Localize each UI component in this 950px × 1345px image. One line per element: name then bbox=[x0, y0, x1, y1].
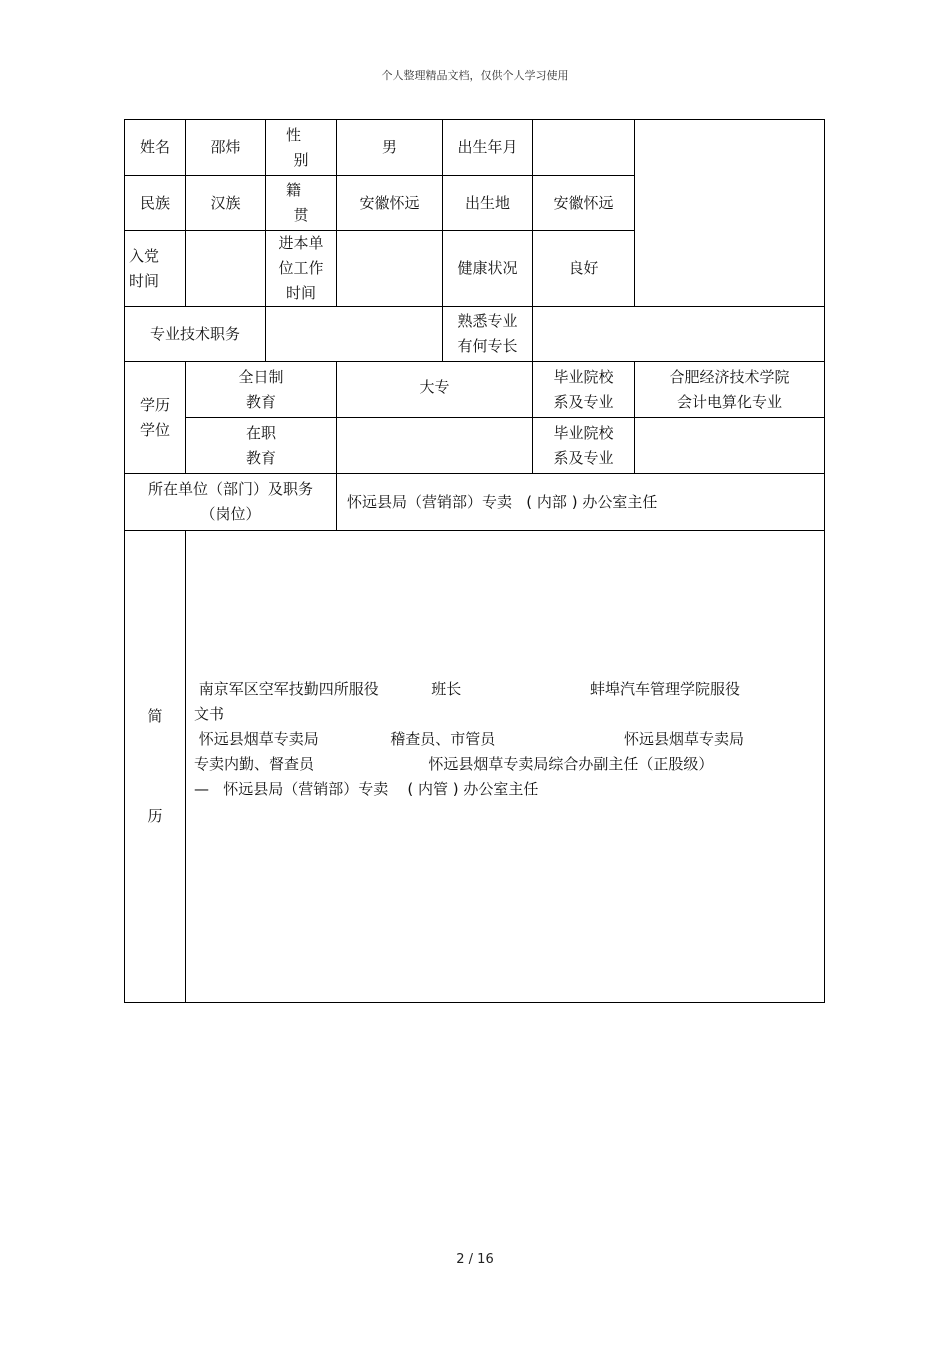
school1-label bbox=[533, 362, 635, 418]
name-value: 邵炜 bbox=[186, 120, 266, 176]
resume-line: 文书 bbox=[194, 705, 225, 723]
resume-body bbox=[186, 531, 825, 1003]
birthplace-value: 安徽怀远 bbox=[533, 176, 635, 231]
health-label: 健康状况 bbox=[443, 231, 533, 307]
native-value: 安徽怀远 bbox=[337, 176, 443, 231]
fulltime-label bbox=[186, 362, 337, 418]
party-label-line1: 入党 bbox=[129, 246, 160, 265]
personnel-form-table bbox=[124, 119, 825, 1003]
resume-line: 怀远县烟草专卖局 稽查员、市管员 怀远县烟草专卖局 bbox=[194, 730, 745, 748]
gender-label bbox=[266, 120, 337, 176]
expertise-label bbox=[443, 307, 533, 362]
unit-value: 怀远县局（营销部）专卖 ( 内部 ) 办公室主任 bbox=[337, 474, 825, 531]
gender-label-text: 性 别 bbox=[285, 125, 324, 169]
ethnicity-value: 汉族 bbox=[186, 176, 266, 231]
party-label bbox=[125, 231, 186, 307]
resume-line: 专卖内勤、督查员 怀远县烟草专卖局综合办副主任（正股级） bbox=[194, 755, 714, 773]
native-label bbox=[266, 176, 337, 231]
edu-label bbox=[125, 362, 186, 474]
birth-value bbox=[533, 120, 635, 176]
resume-label-char2: 历 bbox=[147, 807, 163, 825]
page-header: 个人整理精品文档，仅供个人学习使用 bbox=[381, 69, 569, 82]
work-label-line2: 位工作 bbox=[278, 259, 324, 277]
page-number: 2 / 16 bbox=[456, 1252, 494, 1267]
school2-label-line2: 系及专业 bbox=[553, 448, 614, 467]
work-value bbox=[337, 231, 443, 307]
ethnicity-label: 民族 bbox=[125, 176, 186, 231]
school1-value-line2: 会计电算化专业 bbox=[676, 392, 782, 411]
school1-label-line1: 毕业院校 bbox=[553, 367, 614, 386]
unit-label bbox=[125, 474, 337, 531]
resume-label bbox=[125, 531, 186, 1003]
birthplace-label: 出生地 bbox=[443, 176, 533, 231]
health-value: 良好 bbox=[533, 231, 635, 307]
fulltime-label-line2: 教育 bbox=[245, 392, 276, 411]
native-label-text: 籍 贯 bbox=[285, 181, 324, 224]
fulltime-value: 大专 bbox=[337, 362, 533, 418]
expertise-value bbox=[533, 307, 825, 362]
resume-text bbox=[194, 677, 816, 802]
parttime-label-line1: 在职 bbox=[245, 423, 276, 442]
parttime-value bbox=[337, 418, 533, 474]
resume-line: 南京军区空军技勤四所服役 班长 蚌埠汽车管理学院服役 bbox=[194, 680, 740, 698]
birth-label: 出生年月 bbox=[443, 120, 533, 176]
school2-label-line1: 毕业院校 bbox=[553, 423, 614, 442]
school1-value bbox=[635, 362, 825, 418]
school2-value bbox=[635, 418, 825, 474]
parttime-label-line2: 教育 bbox=[245, 448, 276, 467]
party-value bbox=[186, 231, 266, 307]
edu-label-line1: 学历 bbox=[139, 395, 170, 414]
expertise-label-line2: 有何专长 bbox=[457, 337, 518, 355]
work-label bbox=[266, 231, 337, 307]
work-label-line3: 时间 bbox=[285, 284, 316, 302]
school2-label bbox=[533, 418, 635, 474]
title-value bbox=[266, 307, 443, 362]
expertise-label-line1: 熟悉专业 bbox=[457, 312, 518, 330]
gender-value: 男 bbox=[337, 120, 443, 176]
photo-cell bbox=[635, 120, 825, 307]
unit-label-line2: （岗位） bbox=[200, 505, 261, 523]
parttime-label bbox=[186, 418, 337, 474]
school1-label-line2: 系及专业 bbox=[553, 392, 614, 411]
resume-label-char1: 简 bbox=[147, 707, 163, 725]
unit-label-line1: 所在单位（部门）及职务 bbox=[147, 480, 313, 498]
name-label: 姓名 bbox=[125, 120, 186, 176]
work-label-line1: 进本单 bbox=[278, 234, 324, 252]
fulltime-label-line1: 全日制 bbox=[238, 367, 284, 386]
school1-value-line1: 合肥经济技术学院 bbox=[669, 367, 790, 386]
resume-line: — 怀远县局（营销部）专卖 ( 内管 ) 办公室主任 bbox=[194, 780, 539, 798]
resume-label-gap bbox=[129, 729, 181, 804]
edu-label-line2: 学位 bbox=[139, 420, 170, 439]
title-label: 专业技术职务 bbox=[125, 307, 266, 362]
party-label-line2: 时间 bbox=[129, 271, 160, 290]
